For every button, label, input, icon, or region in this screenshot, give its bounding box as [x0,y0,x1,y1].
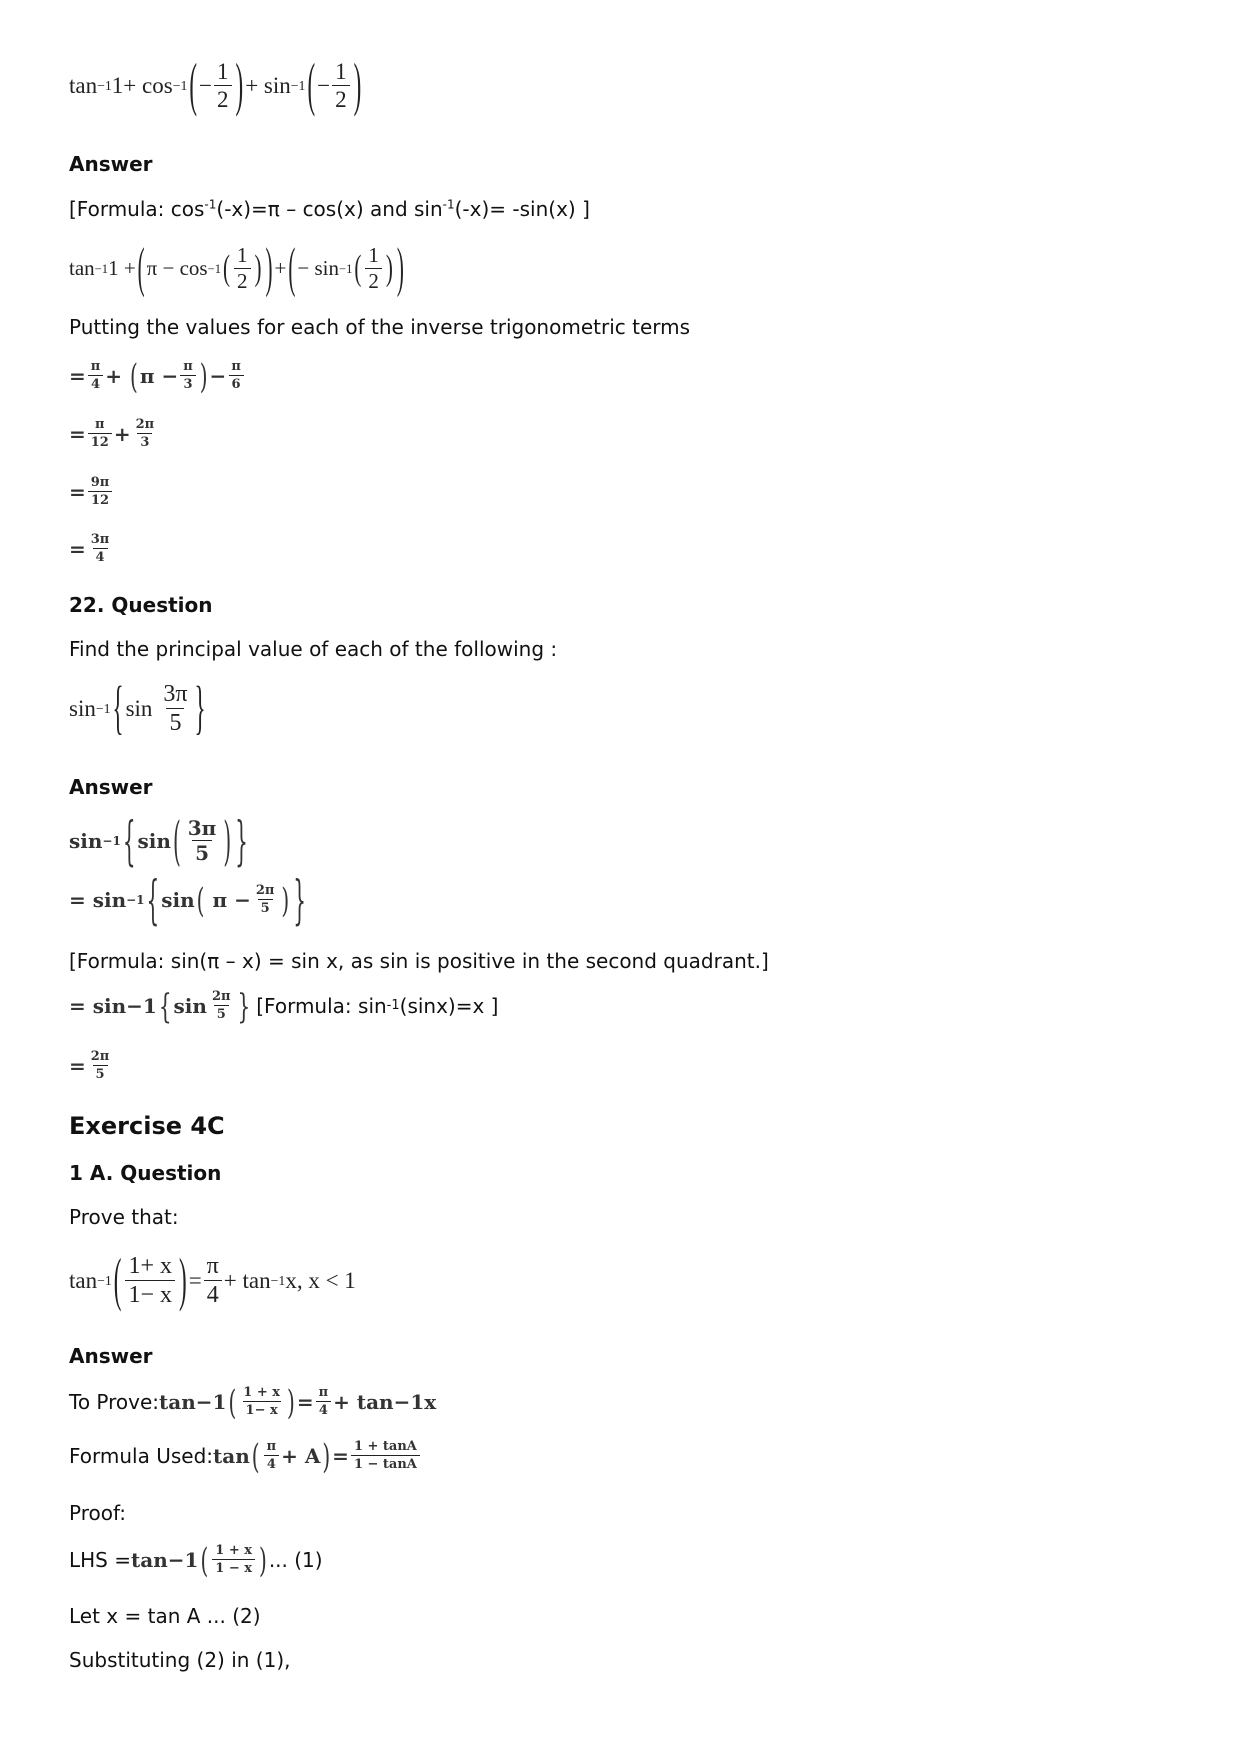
denominator: 3 [180,375,195,391]
expr-minus: − [199,72,213,98]
paren: ( [307,51,316,117]
numerator: π [266,1439,277,1454]
q21-step5 [69,533,114,564]
paren: ( [200,1539,209,1580]
expr-text: + A [281,1443,321,1468]
formula-text: (-x)= -sin(x) ] [454,197,590,221]
expr-text: sin [137,828,171,853]
expr-text: 1+ cos [111,72,173,98]
formula-sup: -1 [442,197,455,212]
denominator: 5 [192,840,212,863]
fraction [88,533,113,564]
expr-text: tan [131,1547,168,1572]
formula-sup: -1 [204,197,217,212]
expr-text: = sin [69,993,127,1018]
denominator: 2 [365,268,382,292]
denominator: 12 [88,491,112,507]
paren: ) [353,51,362,117]
ex4c-expression: tan −1 ( $\frac{1+ x}{1- x}$ ) = $\frac{\pi}{4}$ + tan −1 x, x < 1 [69,1254,356,1307]
denominator: 4 [204,1280,222,1307]
fraction [212,1544,255,1575]
answer-label: Answer [69,1344,153,1368]
fraction [160,682,190,735]
numerator: 2π [90,1049,110,1064]
equation-ref: ... (1) [268,1547,323,1572]
formula-used-label: Formula Used: [69,1443,214,1468]
fraction [214,60,232,111]
numerator: 1 + x [215,1543,252,1558]
paren: ( [130,355,138,396]
paren: ( [228,1381,237,1422]
fraction [133,418,158,449]
paren: ) [322,1435,331,1476]
fraction [204,1254,222,1307]
expr-text: π − [139,363,179,388]
proof-label: Proof: [69,1501,127,1525]
denominator: 1 − x [212,1559,255,1575]
fraction [180,360,196,391]
q22-step3: = sin −1 { sin $\frac{2\pi}{5}$ } [Formula: sin -1 (sinx)=x ] [69,985,499,1026]
answer-label: Answer [69,152,153,176]
equals: = [69,421,86,446]
numerator: π [318,1385,329,1400]
fraction [88,360,104,391]
brace: } [235,809,248,872]
paren: ) [281,879,290,920]
fraction [365,245,382,292]
brace: } [237,985,251,1026]
brace: } [194,674,206,740]
paren: ( [113,1246,122,1312]
fraction [125,1254,175,1307]
lhs-label: LHS = [69,1547,131,1572]
minus: − [209,363,227,388]
paren: ( [223,247,231,289]
exercise-heading: Exercise 4C [69,1112,225,1140]
q22-step4 [69,1050,114,1081]
expr-text: = sin [69,887,127,912]
denominator: 6 [229,375,244,391]
expr-text: sin [125,695,153,721]
let-line: Let x = tan A ... (2) [69,1604,261,1628]
expr-text: sin [69,695,96,721]
denominator: 4 [93,548,108,564]
q21-step1: tan −1 1 + ( π − cos −1 ( $\frac{1}{2}$ ) ) + ( − sin −1 ( $\frac{1}{2}$ ) ) [69,245,406,292]
expr-text: tan [159,1389,196,1414]
paren: ( [172,809,181,872]
denominator: 4 [264,1455,279,1471]
paren: ) [199,355,208,396]
denominator: 4 [316,1401,331,1417]
q22-step2: = sin −1 { sin ( π − $\frac{2\pi}{5}$ ) } [69,868,306,931]
denominator: 4 [88,375,103,391]
q22-step1: sin −1 { sin ( $\frac{3\pi}{5}$ ) } [69,809,248,872]
numerator: 1 [237,243,248,267]
question-heading: 22. Question [69,593,213,617]
denominator: 2 [214,85,232,111]
expr-text: 1 + [108,256,136,280]
fraction [88,1050,113,1081]
plus: + [113,421,131,446]
expr-text: tan [69,256,95,280]
brace: { [112,674,124,740]
lhs-line: LHS = tan −1 ( $\frac{1 + x}{1 - x}$ ) ... (1) [69,1539,323,1580]
numerator: 3π [187,816,217,840]
question-heading: 1 A. Question [69,1161,222,1185]
expr-text: + tan [333,1389,394,1414]
equals: = [69,363,86,388]
expr-text: x, x < 1 [285,1267,356,1293]
equals: = [332,1443,349,1468]
numerator: π [183,359,193,374]
equals: = [296,1389,314,1414]
document-page [69,0,1169,1755]
to-prove-label: To Prove: [69,1389,160,1414]
paren: ( [288,236,296,299]
paren: ) [254,247,262,289]
formula-text: (-x)=π – cos(x) and sin [216,197,443,221]
paren: ) [259,1539,267,1580]
denominator: 2 [332,85,350,111]
numerator: 2π [135,417,155,432]
numerator: 1 + tanA [353,1439,417,1454]
paren: ( [189,51,198,117]
q22-expression: sin −1 { sin $\frac{3\pi}{5}$ } [69,682,208,735]
brace: { [146,868,160,931]
expr-text: tan [69,72,98,98]
denominator: 3 [137,433,152,449]
expr-text: tan [213,1443,250,1468]
denominator: 1 − tanA [351,1455,420,1471]
paren: ) [235,51,244,117]
numerator: π [231,359,241,374]
expr-text: + tan [223,1267,271,1293]
numerator: 1 [335,59,347,84]
numerator: π [90,359,101,374]
fraction [253,884,278,915]
to-prove-line: To Prove: tan −1 ( $\frac{1 + x}{1- x}$ ) = $\frac{\pi}{4}$ + tan −1 x [69,1381,437,1422]
formula-sup: -1 [386,997,400,1013]
equals: = [69,1053,86,1078]
equals: = [69,479,86,504]
expr-text: tan [69,1267,98,1293]
expr-text: + [274,256,287,280]
numerator: 9π [90,475,110,490]
numerator: 2π [255,883,275,898]
fraction [264,1440,280,1471]
q21-step3 [69,418,159,449]
numerator: 3π [90,532,110,547]
substituting-line: Substituting (2) in (1), [69,1648,291,1672]
expr-text: − sin [297,256,339,280]
fraction [351,1440,420,1471]
paren: ) [179,1246,187,1312]
denominator: 5 [258,899,273,915]
paren: ) [396,236,404,299]
equals: = [69,536,86,561]
answer-label: Answer [69,775,153,799]
numerator: π [95,417,105,432]
paren: ) [265,236,273,299]
paren: ) [385,247,393,289]
paren: ) [223,809,232,872]
brace: } [293,868,306,931]
paren: ( [196,879,205,920]
numerator: 1 [368,243,379,267]
numerator: 3π [163,681,188,707]
denominator: 12 [88,433,112,449]
fraction [88,418,112,449]
fraction [88,476,113,507]
denominator: 5 [166,708,184,735]
expr-text: π − [212,887,251,912]
expr-text: + sin [245,72,291,98]
expr-minus: − [317,72,331,98]
numerator: π [206,1253,219,1279]
fraction [316,1386,332,1417]
fraction [240,1386,283,1417]
denominator: 1− x [125,1280,175,1307]
putting-values-text: Putting the values for each of the inverse trigonometric terms [69,315,691,339]
denominator: 2 [234,268,251,292]
q21-step4 [69,476,114,507]
formula-text: [Formula: cos [69,197,205,221]
fraction [209,990,234,1021]
paren: ( [137,236,145,299]
expr-text: sin [173,993,207,1018]
denominator: 5 [93,1065,108,1081]
expr-text: π − cos [146,256,208,280]
question-prompt: Find the principal value of each of the following : [69,637,558,661]
fraction [332,60,350,111]
numerator: 1+ x [128,1253,173,1279]
paren: ( [251,1435,260,1476]
numerator: 2π [211,989,231,1004]
plus: + [105,363,123,388]
q22-formula: [Formula: sin(π – x) = sin x, as sin is positive in the second quadrant.] [69,949,769,973]
fraction [185,818,220,863]
denominator: 1− x [243,1401,281,1417]
formula-text: [Formula: sin [256,993,387,1018]
q21-expression: tan −1 1+ cos −1 ( − $\frac{1}{2}$ ) + sin −1 ( − $\frac{1}{2}$ ) [69,60,363,111]
fraction [234,245,251,292]
q21-step2 [69,355,246,396]
prove-that-text: Prove that: [69,1205,179,1229]
equals: = [188,1267,202,1293]
numerator: 1 + x [243,1385,281,1400]
expr-text: sin [69,828,103,853]
expr-text: x [424,1389,437,1414]
brace: { [158,985,172,1026]
denominator: 5 [214,1005,229,1021]
formula-text: (sinx)=x ] [399,993,499,1018]
numerator: 1 [217,59,229,84]
formula-used-line [69,1435,422,1476]
q21-formula [69,196,590,222]
paren: ( [354,247,362,289]
expr-text: sin [161,887,195,912]
fraction [228,360,244,391]
brace: { [122,809,136,872]
paren: ) [287,1381,295,1422]
